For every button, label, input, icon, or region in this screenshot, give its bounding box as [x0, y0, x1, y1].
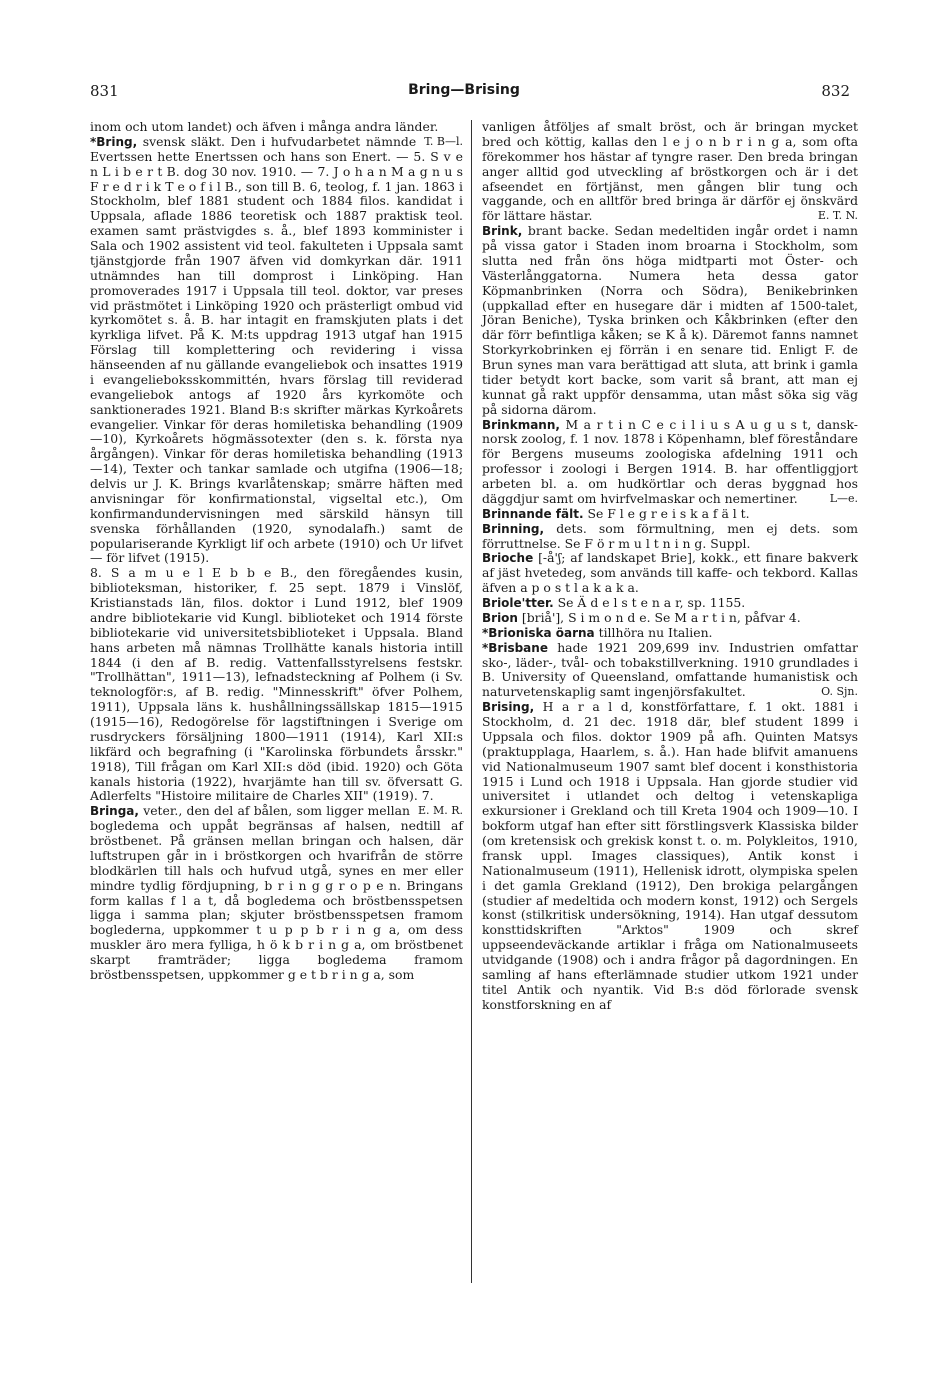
- entry-brink: Brink, brant backe. Sedan medeltiden ingår ordet i namn på vissa gator i Staden inom broarna i Stockholm, som slutta ned från öns höga midtparti mot Öster- och Västerlånggatorna. Numera heta dessa gator Köpmanbrinken (Norra och Södra), Benikebrinken (uppkallad efter en husegare där i midten af 1500-talet, Jöran Beniche), Tyska brinken och Kåkbrinken (efter den där förr befintliga kåken; se K å k). Däremot fanns namnet Storkyrkobrinken ej förrän i en senare tid. Enligt F. de Brun synes man vara berättigad att sluta, att brink i gamla tider betydt kort backe, som varit så brant, att man ej kunnat gå rakt uppför densamma, utan måst söka sig väg på sidorna därom.: [482, 223, 858, 417]
- author-signature: O. Sjn.: [821, 685, 858, 699]
- entry-brinning: Brinning, dets. som förmultning, men ej dets. som förruttnelse. Se F ö r m u l t n i n g. Suppl.: [482, 520, 858, 551]
- right-column: [482, 120, 858, 1013]
- entry-brioletter: Briole'tter. Se Ä d e l s t e n a r, sp. 1155.: [482, 595, 746, 610]
- entry-brioche: Brioche [-å'ʃ; af landskapet Brie], kokk., ett finare bakverk af jäst hvetedeg, som används till kaffe- och tekbord. Kallas äfven a p o s t l a k a k a.: [482, 550, 858, 596]
- headword: *Bring,: [90, 134, 138, 149]
- headword: Brising,: [482, 700, 535, 715]
- left-column: [90, 120, 463, 983]
- headword: Briole'tter.: [482, 596, 554, 610]
- entry-bringa: Bringa, veter., den del af bålen, som ligger mellan bogledema och uppåt begränsas af halsen, nedtill af bröstbenet. På gränsen mellan bringan och halsen, där luftstrupen går in i bröstkorgen och hvarifrån de större blodkärlen till hals och hufvud utgå, synes en mer eller mindre tydlig fördjupning, b r i n g g r o p e n. Bringans form kallas f l a t, då bogledema och bröstbensspetsen ligga i samma plan; skjuter bröstbensspetsen framom boglederna, uppkommer t u p p b r i n g a, om dess muskler äro mera fylliga, h ö k b r i n g a, om bröstbenet skarpt framträder; ligga bogledema framom bröstbensspetsen, uppkommer g e t b r i n g a, som: [90, 803, 463, 982]
- author-signature: L—e.: [829, 491, 858, 505]
- headword: *Brioniska öarna: [482, 625, 595, 640]
- page-header: [0, 82, 928, 102]
- headword: Bringa,: [90, 804, 139, 819]
- author-signature: E. M. R.: [417, 804, 463, 818]
- entry-brioniska-oarna: *Brioniska öarna tillhöra nu Italien.: [482, 624, 713, 640]
- entry-bringa-continued: vanligen åtföljes af smalt bröst, och är bringan mycket bred och köttig, kallas den l e j o n b r i n g a, som ofta förekommer hos hästar af tyngre raser. Den breda bringan anger alltid god utveckling af bröstkorgen och är i det afseendet en förtjänst, men gången blir tung och vaggande, och en alltför bred bringa är därför ej önskvärd för lättare hästar. E. T. N.: [482, 119, 858, 224]
- running-head: Bring—Brising: [408, 82, 520, 98]
- headword: Brion: [482, 610, 518, 625]
- entry-brinnande-falt: Brinnande fält. Se F l e g r e i s k a f ä l t.: [482, 505, 750, 521]
- headword: Brinkmann,: [482, 417, 560, 432]
- entry-brinkmann: Brinkmann, M a r t i n C e c i l i u s A u g u s t, dansk-norsk zoolog, f. 1 nov. 1878 i Köpenhamn, blef föreståndare för Bergens museums zoologiska afdelning 1911 och professor i zoologi i Bergen 1914. B. har offentliggjort arbeten bl. a. om hudkörtlar och deras byggnad hos däggdjur samt om hvirfvelmaskar och nemertiner. L—e.: [482, 416, 858, 506]
- right-page-number: 832: [821, 82, 850, 100]
- entry-continuation: inom och utom landet) och äfven i många andra länder. T. B—l.: [90, 119, 463, 148]
- entry-brisbane: *Brisbane hade 1921 209,699 inv. Industrien omfattar sko-, läder-, tvål- och tobakstillverkning. 1910 grundlades i B. University of Queensland, omfattande humanistisk och naturvetenskaplig samt ingenjörsfakultet. O. Sjn.: [482, 639, 858, 700]
- headword: Brioche: [482, 551, 534, 566]
- left-page-number: 831: [90, 82, 119, 100]
- entry-bring: *Bring, svensk släkt. Den i hufvudarbetet nämnde Evertssen hette Enertssen och hans son Enert. — 5. S v e n L i b e r t B. dog 30 nov. 1910. — 7. J o h a n M a g n u s F r e d r i k T e o f i l B., son till B. 6, teolog, f. 1 jan. 1863 i Stockholm, blef 1881 student och 1884 filos. kandidat i Uppsala, aflade 1886 teoretisk och 1887 praktisk teol. examen samt prästvigdes s. å., blef 1893 komminister i Sala och 1902 assistent vid teol. fakulteten i Uppsala samt tjänstgjorde från 1907 äfven vid domkyrkan där. 1911 utnämndes han till domprost i Linköping. Han promoverades 1917 i Uppsala till teol. doktor, var preses vid prästmötet i Linköping 1920 och prästerligt ombud vid kyrkomötet s. å. B. har intagit en framskjuten plats i det kyrkliga lifvet. På K. M:ts uppdrag 1913 utgaf han 1915 Förslag till komplettering och revidering i vissa hänseenden af nu gällande evangeliebok och insattes 1919 i evangelieboksskommittén, hvars förslag till reviderad evangeliebok antogs af 1920 års kyrkomöte och sanktionerades 1921. Bland B:s skrifter märkas Kyrkoårets evangelier. Vinkar för deras homiletiska behandling (1909—10), Kyrkoårets högmässotexter (den s. k. första nya årgången). Vinkar för deras homiletiska behandling (1913—14), Texter och tankar samlade och utgifna (1906—18; delvis ur J. K. Brings kvarlåtenskap; smärre häften med anvisningar för konfirmationstal, vigseltal etc.), Om konfirmandundervisningen med särskild hänsyn till svenska förhållanden (1920, synodalafh.) samt de populariserande Kyrkligt lif och arbete (1910) och Ur lifvet — för lifvet (1915).: [90, 133, 463, 566]
- headword: Brinnande fält.: [482, 506, 584, 521]
- headword: Brinning,: [482, 521, 545, 536]
- column-divider: [471, 120, 472, 1283]
- headword: *Brisbane: [482, 640, 548, 655]
- entry-brion: Brion [briå'], S i m o n d e. Se M a r t i n, påfvar 4.: [482, 609, 801, 625]
- entry-samuel-ebbe: 8. S a m u e l E b b e B., den föregåendes kusin, biblioteksman, historiker, f. 25 sept. 1879 i Vinslöf, Kristianstads län, filos. doktor i Lund 1912, blef 1909 andre bibliotekarie vid Kungl. biblioteket och 1914 förste bibliotekarie vid universitetsbiblioteket i Uppsala. Bland hans arbeten må nämnas Trollhätte kanals historia intill 1844 (i den af B. redig. Vattenfallsstyrelsens festskr. "Trollhättan", 1911—13), lefnadsteckning af Polhem (i Sv. teknologför:s, af B. redig. "Minnesskrift" öfver Polhem, 1911), Uppsala läns k. hushållningssällskap 1815—1915 (1915—16), Redogörelse för lagstiftningen i Sverige om rusdryckers försäljning 1800—1911 (1914), Karl XII:s likfärd och begrafning (i "Karolinska förbundets årsskr." 1918), Till frågan om Karl XII:s död (ibid. 1920) och Göta kanals historia (1922), hvarjämte han till sv. öfversatt G. Adlerfelts "Histoire militaire de Charles XII" (1919). 7. E. M. R.: [90, 565, 463, 818]
- entry-brising: Brising, H a r a l d, konstförfattare, f. 1 okt. 1881 i Stockholm, d. 21 dec. 1918 där, blef student 1899 i Uppsala och filos. doktor 1909 på afh. Quinten Matsys (praktupplaga, Haarlem, s. å.). Han hade blifvit amanuens vid Nationalmuseum 1907 samt blef docent i konsthistoria 1915 i Lund och 1918 i Uppsala. Han gjorde studier vid universitet i utlandet och deltog i vetenskapliga exkursioner i Grekland och till Kreta 1904 och 1909—10. I bokform utgaf han efter sitt förstlingsverk Klassiska bilder (om kretensisk och grekisk konst t. o. m. Polykleitos, 1910, fransk uppl. Images classiques), Antik konst i Nationalmuseum (1911), Hellenisk idrott, olympiska spelen i det gamla Grekland (1912), Den brokiga pelargången (studier af medeltida och modern konst, 1912) och Sergels konst (stilkritisk undersökning, 1914). Han utgaf dessutom konsttidskriften "Arktos" 1909 och skref uppseendeväckande artiklar i fråga om Nationalmuseets utvidgande (1908) och i andra frågor på dagordningen. En samling af hans efterlämnade studier utkom 1921 under titel Antik och nyantik. Vid B:s död förlorade svensk konstforskning en af: [482, 699, 858, 1012]
- headword: Brink,: [482, 224, 523, 239]
- author-signature: E. T. N.: [817, 209, 858, 223]
- author-signature: T. B—l.: [424, 134, 463, 148]
